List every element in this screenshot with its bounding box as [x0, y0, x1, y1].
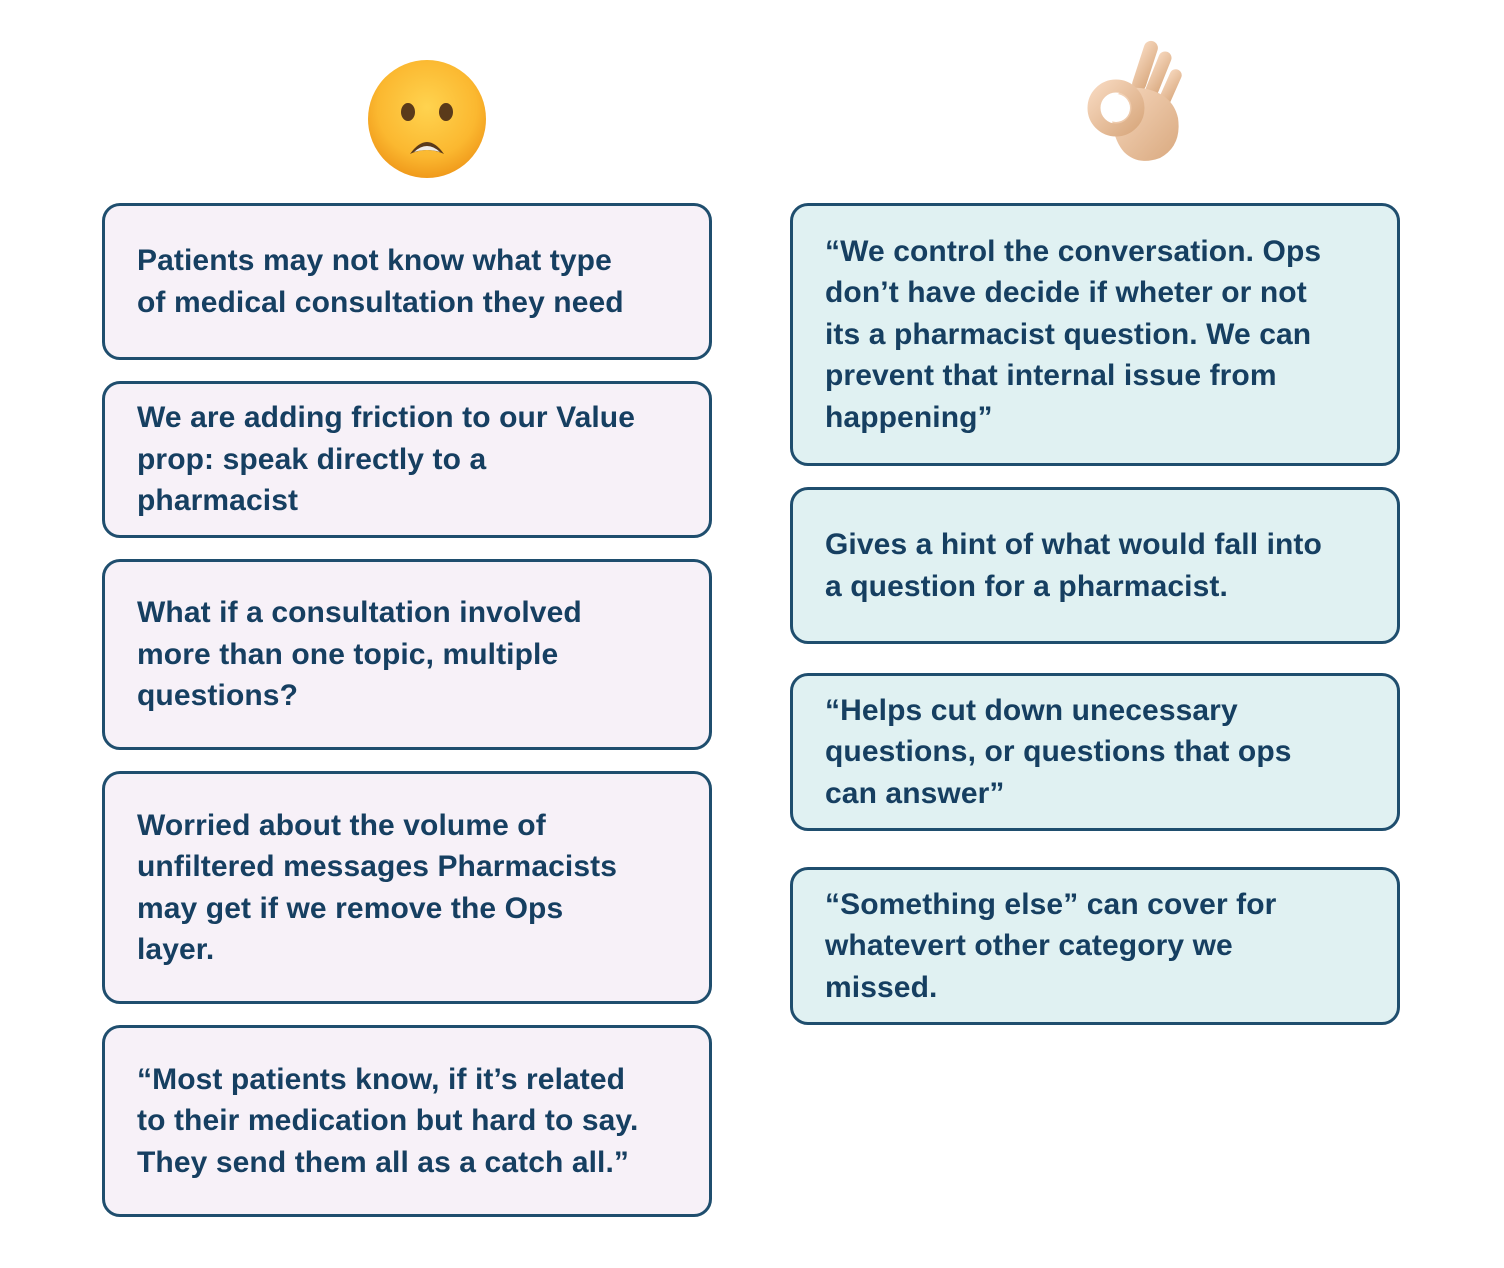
concern-card	[102, 203, 712, 360]
concern-card-text: We are adding friction to our Value prop: speak directly to a pharmacist	[137, 401, 636, 518]
concern-card	[102, 771, 712, 1004]
positive-card	[790, 867, 1400, 1025]
positive-card-text: “Helps cut down unecessary questions, or questions that ops can answer”	[825, 693, 1292, 810]
ok-hand-emoji-icon	[1082, 34, 1192, 166]
concern-card	[102, 1025, 712, 1217]
concern-card	[102, 381, 712, 538]
positive-card	[790, 203, 1400, 466]
positive-card-text: Gives a hint of what would fall into a question for a pharmacist.	[825, 528, 1322, 603]
concern-card-text: What if a consultation involved more than one topic, multiple questions?	[137, 596, 582, 713]
positive-card	[790, 487, 1400, 644]
positive-card-text: “Something else” can cover for whatevert other category we missed.	[825, 887, 1277, 1004]
positive-card-text: “We control the conversation. Ops don’t have decide if wheter or not its a pharmacist question. We can prevent that internal issue from happening”	[825, 234, 1322, 434]
concern-card-text: “Most patients know, if it’s related to their medication but hard to say. They send them all as a catch all.”	[137, 1062, 639, 1179]
anguished-face-emoji-icon	[366, 58, 488, 180]
concern-card-text: Worried about the volume of unfiltered messages Pharmacists may get if we remove the Ops layer.	[137, 808, 617, 966]
concern-card-text: Patients may not know what type of medical consultation they need	[137, 244, 624, 319]
positive-card	[790, 673, 1400, 831]
concern-card	[102, 559, 712, 750]
